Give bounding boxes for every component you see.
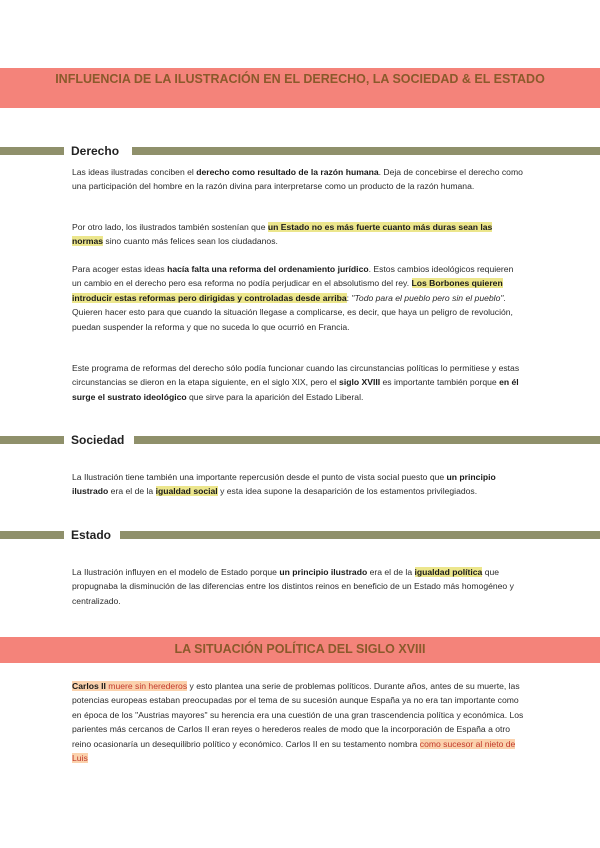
- text: era el de la: [367, 567, 415, 577]
- text: . Deja de concebirse el derecho como una participación del hombre en la razón divina para interpretarse como un producto de la razón humana.: [72, 167, 523, 192]
- text: que propugnaba la disminución de las diferencias entre los distintos reinos en beneficio de un Estado más homogéneo y centralizado.: [72, 567, 514, 606]
- section-header-derecho: [0, 143, 600, 159]
- divider-bar: [0, 147, 64, 155]
- divider-bar: [132, 147, 600, 155]
- bold-text: hacía falta una reforma del ordenamiento jurídico: [167, 264, 369, 274]
- text: Para acoger estas ideas: [72, 264, 168, 274]
- quote-text: "Todo para el pueblo pero sin el pueblo": [351, 292, 504, 303]
- text: y esto plantea una serie de problemas políticos. Durante años, antes de su muerte, las potencias europeas estaban preocupadas por el tema de su sucesión aunque España ya no era tan importante como en época de los "Austrias mayores" su herencia era una cuestión de una gran trascendencia política y económica. Los parientes más cercanos de Carlos II eran reyes o herederos reales de modo que la incorporación de España a otro reino ocasionaría un desequilibrio político y económico. Carlos II en su testamento nombra: [72, 681, 524, 749]
- text: La Ilustración influyen en el modelo de Estado porque: [72, 567, 280, 577]
- siglo-paragraph-1: [72, 679, 524, 765]
- divider-bar: [0, 436, 64, 444]
- divider-bar: [0, 531, 64, 539]
- highlighted-text: muere sin herederos: [105, 681, 188, 691]
- text: sino cuanto más felices sean los ciudadanos.: [103, 236, 278, 247]
- main-title: INFLUENCIA DE LA ILUSTRACIÓN EN EL DERECHO, LA SOCIEDAD & EL ESTADO: [0, 68, 600, 108]
- section-title-derecho: Derecho: [71, 144, 120, 158]
- highlighted-text: Carlos II: [72, 681, 106, 691]
- section-title-estado: Estado: [71, 528, 112, 542]
- text: es importante también porque: [380, 377, 500, 388]
- text: que sirve para la aparición del Estado Liberal.: [186, 391, 364, 402]
- divider-bar: [120, 531, 600, 539]
- bold-text: siglo XVIII: [339, 377, 381, 388]
- derecho-paragraph-3: [72, 262, 524, 334]
- bold-text: un principio ilustrado: [72, 472, 496, 497]
- section-header-estado: [0, 527, 600, 543]
- text: era el de la: [108, 486, 156, 497]
- highlighted-text: igualdad política: [414, 567, 483, 577]
- text: La Ilustración tiene también una importante repercusión desde el punto de vista social puesto que: [72, 472, 447, 482]
- estado-paragraph-1: [72, 565, 524, 608]
- divider-bar: [134, 436, 600, 444]
- text: y esta idea supone la desaparición de los estamentos privilegiados.: [217, 486, 478, 497]
- bold-text: derecho como resultado de la razón humana: [196, 167, 379, 177]
- highlighted-text: un Estado no es más fuerte cuanto más duras sean las normas: [72, 222, 493, 247]
- text: . Estos cambios ideológicos requieren un cambio en el derecho pero esa reforma no podía perjudicar en el absolutismo del rey.: [72, 264, 514, 289]
- highlighted-text: como sucesor al nieto de Luis: [72, 738, 516, 764]
- derecho-paragraph-2: [72, 220, 524, 249]
- bold-text: un principio ilustrado: [279, 567, 368, 577]
- derecho-paragraph-4: [72, 361, 524, 404]
- text: Las ideas ilustradas conciben el: [72, 167, 197, 177]
- section-header-sociedad: [0, 432, 600, 448]
- section-title-siglo-xviii: LA SITUACIÓN POLÍTICA DEL SIGLO XVIII: [0, 637, 600, 663]
- derecho-paragraph-1: [72, 165, 524, 194]
- bold-text: en él surge el sustrato ideológico: [72, 377, 519, 402]
- highlighted-text: Los Borbones quieren introducir estas reformas pero dirigidas y controladas desde arriba: [72, 278, 503, 303]
- text: Este programa de reformas del derecho sólo podía funcionar cuando las circunstancias políticas lo permitiese y estas circunstancias se dieron en la etapa siguiente, en el siglo XIX, pero el: [72, 363, 520, 388]
- text: . Quieren hacer esto para que cuando la situación llegase a complicarse, es decir, que haya un peligro de revolución, puedan suspender la reforma y que no suceda lo que ocurrió en Francia.: [72, 292, 513, 332]
- text: Por otro lado, los ilustrados también sostenían que: [72, 222, 268, 232]
- text: :: [346, 292, 352, 303]
- highlighted-text: igualdad social: [155, 486, 218, 497]
- sociedad-paragraph-1: [72, 470, 524, 499]
- section-title-sociedad: Sociedad: [71, 433, 125, 447]
